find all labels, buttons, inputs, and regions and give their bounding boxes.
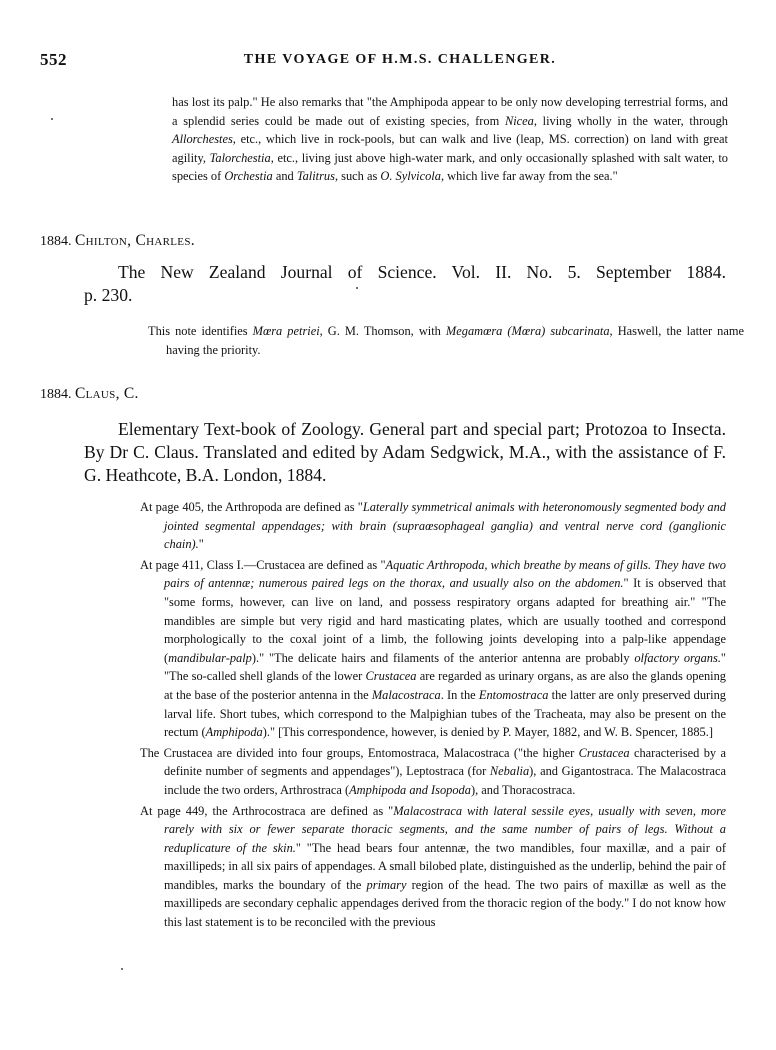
entry-heading-chilton — [40, 232, 195, 250]
entry-title-chilton: The New Zealand Journal of Science. Vol. II. No. 5. September 1884. p. 230. — [84, 262, 726, 305]
annotation-page-411: At page 411, Class I.—Crustacea are defined as "Aquatic Arthropoda, which breathe by means of gills. They have two pairs of antennæ; numerous paired legs on the thorax, and usually also on the abdomen." It is observed that "some forms, however, can live on land, and possess respiratory organs adapted for breathing air." "The mandibles are simple but very rigid and hard masticating plates, which are usually toothed and correspond morphologically to the coxal joint of a limb, the following joints developing into a palp-like appendage (mandibular-palp)." "The delicate hairs and filaments of the anterior antenna are probably olfactory organs." "The so-called shell glands of the lower Crustacea are regarded as urinary organs, as are also the glands opening at the base of the posterior antenna in the Malacostraca. In the Entomostraca the latter are only preserved during larval life. Short tubes, which correspond to the Malpighian tubes of the Tracheata, may also be present on the rectum (Amphipoda)." [This correspondence, however, is denied by P. Mayer, 1882, and W. B. Spencer, 1885.] — [140, 557, 727, 740]
entry-annotations-claus — [140, 498, 726, 934]
entry-author: Claus, C. — [75, 385, 139, 402]
print-speck — [121, 968, 123, 970]
entry-year: 1884. — [40, 234, 72, 249]
annotation-crustacea-groups: The Crustacea are divided into four groups, Entomostraca, Malacostraca ("the higher Crustacea characterised by a definite number of segments and appendages"), Leptostraca (for Nebalia), and Gigantostraca. The Malacostraca include the two orders, Arthrostraca (Amphipoda and Isopoda), and Thoracostraca. — [140, 745, 726, 797]
entry-year: 1884. — [40, 387, 72, 402]
entry-title-claus: Elementary Text-book of Zoology. General part and special part; Protozoa to Insecta. By Dr C. Claus. Translated and edited by Adam Sedgwick, M.A., with the assistance of F. G. Heathcote, B.A. London, 1884. — [84, 419, 726, 485]
print-speck — [356, 287, 358, 289]
page-number: 552 — [40, 50, 67, 69]
entry-note-chilton: This note identifies Mœra petriei, G. M. Thomson, with Megamœra (Mœra) subcarinata, Haswell, the latter name having the priority. — [148, 324, 744, 357]
entry-heading-claus — [40, 385, 139, 403]
print-speck — [51, 118, 53, 120]
running-title: THE VOYAGE OF H.M.S. CHALLENGER. — [243, 52, 557, 67]
annotation-page-405: At page 405, the Arthropoda are defined as "Laterally symmetrical animals with heteronomously segmented body and jointed segmental appendages; with brain (supraœsophageal ganglia) and ventral nerve cord (ganglionic chain)." — [140, 500, 726, 552]
continued-note: has lost its palp." He also remarks that "the Amphipoda appear to be only now developing terrestrial forms, and a splendid series could be made out of existing species, from Nicea, living wholly in the water, through Allorchestes, etc., which live in rock-pools, but can walk and live (leap, MS. correction) on land with great agility, Talorchestia, etc., living just above high-water mark, and only occasionally splashed with salt water, to species of Orchestia and Talitrus, such as O. Sylvicola, which live far away from the sea." — [172, 95, 728, 184]
annotation-page-449: At page 449, the Arthrocostraca are defined as "Malacostraca with lateral sessile eyes, usually with seven, more rarely with six or fewer separate thoracic segments, and the same number of pairs of legs. Without a reduplicature of the skin." "The head bears four antennæ, the two mandibles, four maxillæ, and a pair of maxillipeds; in all six pairs of appendages. A small bilobed plate, distinguished as the underlip, behind the pair of mandibles, marks the boundary of the primary region of the head. The two pairs of maxillæ as well as the maxillipeds are secondary cephalic appendages derived from the thoracic region of the body." I do not know how this last statement is to be reconciled with the previous — [140, 803, 727, 930]
page-header — [40, 50, 740, 74]
entry-author: Chilton, Charles. — [75, 232, 195, 249]
